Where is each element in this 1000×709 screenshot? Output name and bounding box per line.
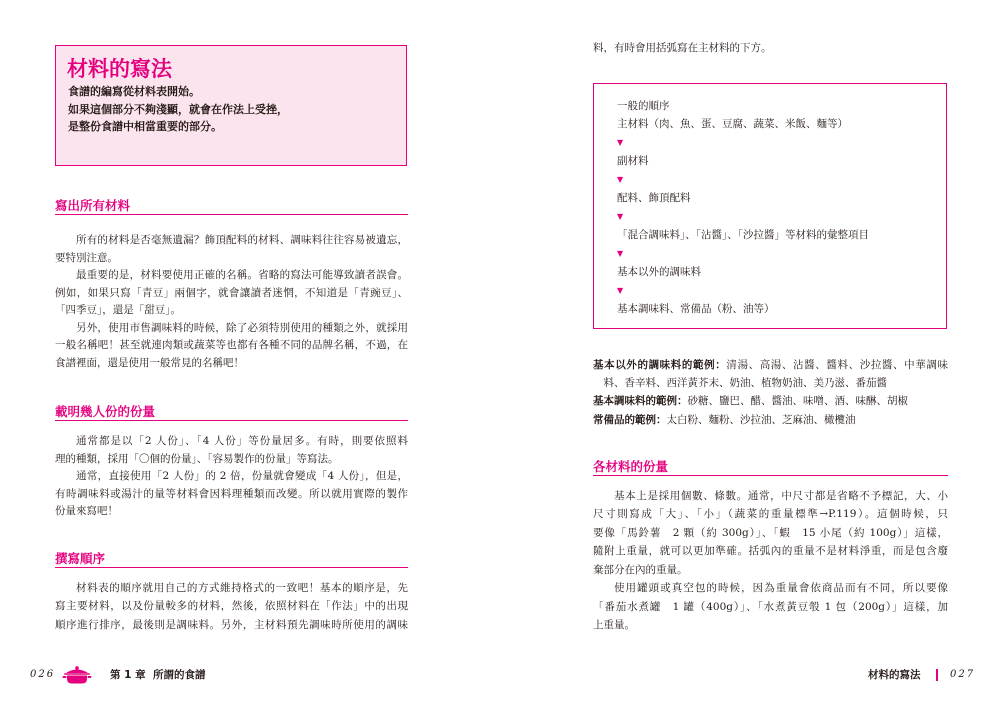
body-line: 食譜裡面，還是使用一般常見的名稱吧！: [55, 356, 244, 369]
example-text: 太白粉、麵粉、沙拉油、芝麻油、橄欖油: [666, 413, 856, 426]
running-title: 材料的寫法: [868, 669, 921, 681]
body-line: 另外，使用市售調味料的時候，除了必須特別使用的種類之外，就採用: [76, 321, 408, 334]
body-line: 材料表的順序就用自己的方式維持格式的一致吧！基本的順序是，先: [76, 581, 408, 594]
body-line: 料，有時會用括弧寫在主材料的下方。: [593, 41, 772, 54]
page-number-right: 027: [950, 669, 976, 680]
body-line: 份量來寫吧！: [55, 505, 118, 518]
body-line: 順序進行排序，最後則是調味料。另外，主材料預先調味時所使用的調味: [55, 618, 408, 631]
chapter-number: 第 1 章: [110, 669, 146, 681]
body-line: 最重要的是，材料要使用正確的名稱。省略的寫法可能導致讀者誤會。: [76, 269, 408, 282]
intro-text: [68, 83, 288, 136]
paragraph: [55, 433, 408, 468]
body-line: 上重量。: [593, 619, 635, 632]
body-line: 隨附上重量，就可以更加準確。括弧內的重量不是材料淨重，而是包含廢: [593, 545, 948, 558]
section-body: [55, 433, 408, 521]
paragraph: [593, 487, 948, 580]
body-line: 有時調味料或湯汁的量等材料會因料理種類而改變。所以就用實際的製作: [55, 487, 408, 500]
order-box-title: 一般的順序: [617, 99, 670, 112]
body-line: 通常，直接使用「2 人份」的 2 倍，份量就會變成「4 人份」，但是，: [76, 470, 408, 483]
section-body: [593, 487, 948, 635]
section-heading: 各材料的份量: [593, 459, 948, 476]
section-heading: 撰寫順序: [55, 551, 408, 568]
example-label: 基本調味料的範例：: [593, 395, 688, 408]
body-line: 基本上是採用個數、條數。通常，中尺寸都是省略不予標記，大、小: [614, 489, 948, 502]
down-arrow-icon: ▼: [617, 211, 624, 221]
paragraph: [55, 267, 408, 320]
intro-line: 食譜的編寫從材料表開始。: [68, 85, 200, 98]
body-line: 「四季豆」，還是「甜豆」。: [55, 304, 181, 317]
body-line: 通常都是以「2 人份」、「4 人份」等份量居多。有時，則要依照料: [76, 435, 408, 448]
pot-icon: [62, 665, 92, 685]
body-line: 使用罐頭或真空包的時候，因為重量會依商品而有不同，所以要像: [614, 582, 948, 595]
page-title: 材料的寫法: [67, 57, 172, 81]
paragraph: [55, 232, 408, 267]
body-line: 理的種類，採用「〇個的份量」、「容易製作的份量」等寫法。: [55, 452, 339, 465]
page-number-left: 026: [30, 669, 56, 680]
body-line: 棄部分在內的重量。: [593, 563, 688, 576]
order-step: 基本以外的調味料: [617, 266, 701, 279]
body-line: 要像「馬鈴薯 2 顆（約 300g）」、「蝦 15 小尾（約 100g）」這樣，: [593, 526, 948, 539]
examples-block: [593, 356, 948, 429]
body-line: 所有的材料是否毫無遺漏？飾頂配料的材料、調味料往往容易被遺忘，: [76, 234, 408, 247]
section-heading: 載明幾人份的份量: [55, 404, 408, 421]
down-arrow-icon: ▼: [617, 174, 624, 184]
down-arrow-icon: ▼: [617, 137, 624, 147]
body-line: 寫主要材料，以及份量較多的材料，然後，依照材料在「作法」中的出現: [55, 600, 408, 613]
order-step: 主材料（肉、魚、蛋、豆腐、蔬菜、米飯、麵等）: [617, 118, 848, 131]
body-line: 「番茄水煮罐 1 罐（400g）」、「水煮黃豆彀 1 包（200g）」這樣，加: [593, 600, 948, 613]
down-arrow-icon: ▼: [617, 248, 624, 258]
body-line: 例如，如果只寫「青豆」兩個字，就會讓讀者迷惘，不知道是「青豌豆」、: [55, 286, 408, 299]
order-box: [593, 83, 947, 329]
body-line: 一般名稱吧！甚至就連肉類或蔬菜等也都有各種不同的品牌名稱，不過，在: [55, 339, 408, 352]
down-arrow-icon: ▼: [617, 285, 624, 295]
example-line: [593, 392, 948, 410]
paragraph: [593, 579, 948, 635]
order-step: 配料、飾頂配料: [617, 192, 691, 205]
continuation-text: [593, 39, 948, 58]
section-heading: 寫出所有材料: [55, 198, 408, 215]
section-body: [55, 579, 408, 635]
example-label: 基本以外的調味料的範例：: [593, 358, 727, 371]
order-step: 「混合調味料」、「沾醬」、「沙拉醬」等材料的彙整項目: [617, 229, 869, 242]
order-step: 副材料: [617, 155, 649, 168]
order-list: [617, 97, 869, 319]
paragraph: [55, 468, 408, 521]
example-line: 料、香辛料、西洋黃芥末、奶油、植物奶油、美乃滋、番茄醬: [603, 377, 887, 390]
chapter-title: 所謂的食譜: [153, 669, 206, 681]
example-text: 砂糖、鹽巴、醋、醬油、味噌、酒、味醂、胡椒: [687, 395, 908, 408]
example-label: 常備品的範例：: [593, 413, 667, 426]
intro-box: [55, 45, 407, 166]
intro-line: 如果這個部分不夠淺顯，就會在作法上受挫，: [68, 102, 288, 116]
paragraph: [55, 579, 408, 635]
body-line: 要特別注意。: [55, 251, 118, 264]
footer-divider: [936, 669, 938, 681]
order-step: 基本調味料、常備品（粉、油等）: [617, 303, 775, 316]
intro-line: 是整份食譜中相當重要的部分。: [68, 120, 222, 133]
paragraph: [55, 320, 408, 373]
example-line: [593, 411, 948, 429]
example-text: 清湯、高湯、沾醬、醬料、沙拉醬、中華調味: [726, 358, 949, 371]
section-body: [55, 232, 408, 372]
body-line: 尺寸則寫成「大」、「小」（蔬菜的重量標準→P.119）。這個時候，只: [593, 508, 948, 521]
example-line: [593, 356, 948, 374]
